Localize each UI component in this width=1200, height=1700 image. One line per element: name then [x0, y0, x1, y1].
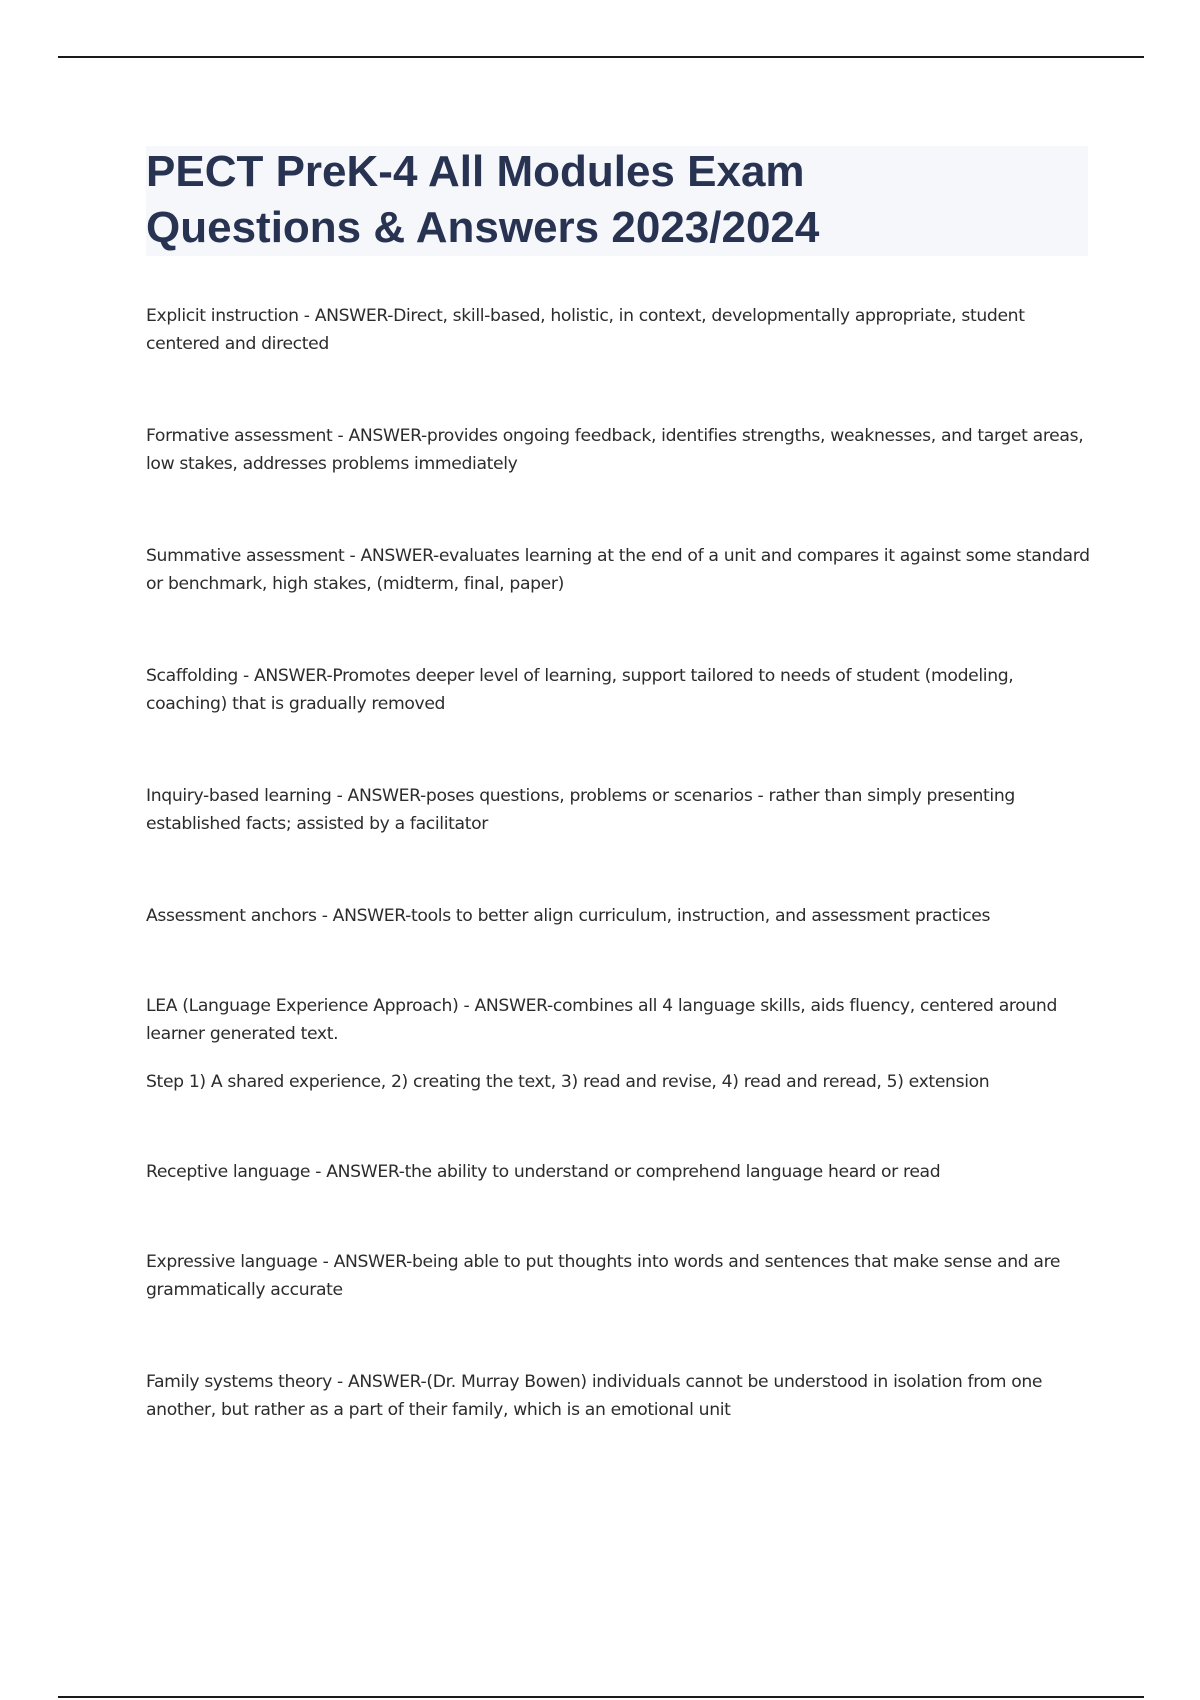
- entry-separator: - ANSWER-: [316, 906, 412, 926]
- entry-answer: the ability to understand or comprehend language heard or read: [404, 1162, 941, 1182]
- lea-steps-text: Step 1) A shared experience, 2) creating the text, 3) read and revise, 4) read and reread, 5) extension: [146, 1072, 990, 1092]
- qa-entry-family-systems-theory: [146, 1368, 1091, 1424]
- entry-answer: combines all 4 language skills, aids fluency, centered around learner generated text.: [146, 996, 1058, 1044]
- entry-term: Summative assessment: [146, 546, 345, 566]
- qa-entry-receptive-language: [146, 1158, 1091, 1186]
- entry-separator: - ANSWER-: [298, 306, 394, 326]
- document-title: PECT PreK-4 All Modules Exam Questions & Answers 2023/2024: [146, 147, 820, 252]
- entry-term: Expressive language: [146, 1252, 318, 1272]
- qa-entry-scaffolding: [146, 662, 1091, 718]
- qa-entry-inquiry-based-learning: [146, 782, 1091, 838]
- title-banner: [146, 146, 1088, 256]
- entry-answer: provides ongoing feedback, identifies strengths, weaknesses, and target areas, low stakes, addresses problems immediately: [146, 426, 1084, 474]
- entry-term: Assessment anchors: [146, 906, 317, 926]
- entry-separator: - ANSWER-: [331, 786, 426, 806]
- bottom-rule: [58, 1696, 1144, 1698]
- entry-term: Formative assessment: [146, 426, 333, 446]
- entry-term: Scaffolding: [146, 666, 238, 686]
- top-rule: [58, 56, 1144, 58]
- entry-term: Inquiry-based learning: [146, 786, 332, 806]
- qa-entry-lea: [146, 992, 1091, 1048]
- entry-separator: - ANSWER-: [310, 1162, 405, 1182]
- entry-term: Explicit instruction: [146, 306, 299, 326]
- entry-separator: - ANSWER-: [317, 1252, 412, 1272]
- entry-answer: being able to put thoughts into words and sentences that make sense and are grammatically accurate: [146, 1252, 1061, 1300]
- entry-term: LEA (Language Experience Approach): [146, 996, 459, 1016]
- entry-answer: poses questions, problems or scenarios - rather than simply presenting established facts; assisted by a facilitator: [146, 786, 1015, 834]
- qa-entry-expressive-language: [146, 1248, 1091, 1304]
- qa-entry-assessment-anchors: [146, 902, 1091, 930]
- entry-answer: (Dr. Murray Bowen) individuals cannot be understood in isolation from one another, but rather as a part of their family, which is an emotional unit: [146, 1372, 1043, 1420]
- entry-separator: - ANSWER-: [237, 666, 333, 686]
- entry-answer: evaluates learning at the end of a unit and compares it against some standard or benchmark, high stakes, (midterm, final, paper): [146, 546, 1090, 594]
- entry-separator: - ANSWER-: [344, 546, 439, 566]
- entry-answer: tools to better align curriculum, instruction, and assessment practices: [411, 906, 991, 926]
- qa-entry-explicit-instruction: [146, 302, 1091, 358]
- entry-term: Receptive language: [146, 1162, 311, 1182]
- entry-answer: Promotes deeper level of learning, support tailored to needs of student (modeling, coaching) that is gradually removed: [146, 666, 1014, 714]
- qa-entry-summative-assessment: [146, 542, 1091, 598]
- entry-separator: - ANSWER-: [332, 426, 427, 446]
- entry-answer: Direct, skill-based, holistic, in context, developmentally appropriate, student centered and directed: [146, 306, 1025, 354]
- entry-separator: - ANSWER-: [331, 1372, 427, 1392]
- entry-term: Family systems theory: [146, 1372, 332, 1392]
- qa-entry-formative-assessment: [146, 422, 1091, 478]
- entry-separator: - ANSWER-: [458, 996, 553, 1016]
